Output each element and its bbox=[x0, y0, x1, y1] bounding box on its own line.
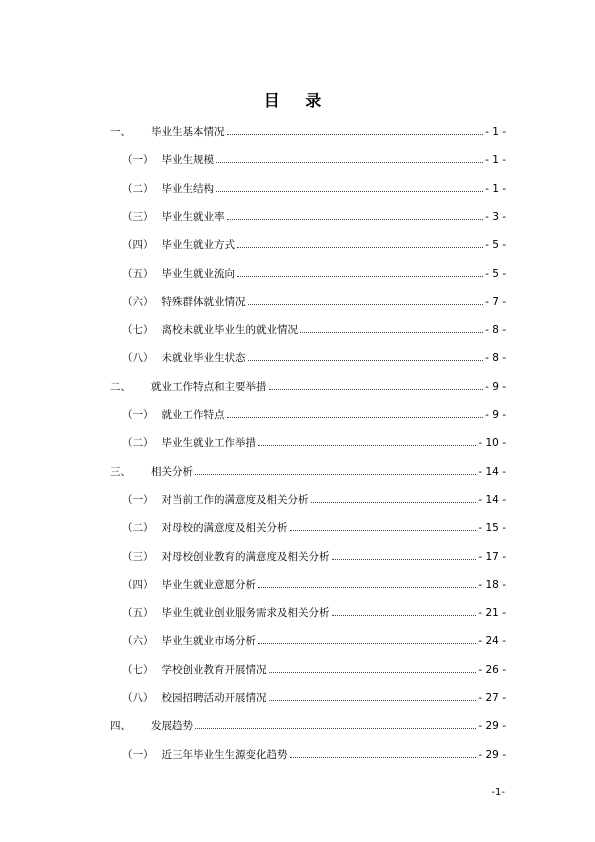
toc-entry-number: （七） bbox=[122, 664, 154, 676]
toc-entry[interactable] bbox=[110, 380, 506, 394]
toc-entry-page: - 8 - bbox=[485, 352, 506, 364]
dot-leader bbox=[227, 416, 484, 418]
toc-entry-page: - 27 - bbox=[478, 692, 506, 704]
toc-entry-page: - 10 - bbox=[478, 437, 506, 449]
dot-leader bbox=[237, 275, 483, 277]
dot-leader bbox=[258, 444, 476, 446]
toc-entry[interactable] bbox=[122, 550, 506, 564]
toc-entry[interactable] bbox=[110, 125, 506, 139]
dot-leader bbox=[248, 359, 484, 361]
toc-entry-page: - 18 - bbox=[478, 579, 506, 591]
toc-entry[interactable] bbox=[122, 238, 506, 252]
toc-entry-page: - 29 - bbox=[478, 720, 506, 732]
toc-entry-title: 相关分析 bbox=[151, 466, 193, 478]
toc-entry-number: （三） bbox=[122, 211, 154, 223]
dot-leader bbox=[258, 586, 476, 588]
toc-entry-title: 毕业生就业意愿分析 bbox=[161, 579, 256, 591]
toc-entry-page: - 5 - bbox=[485, 239, 506, 251]
dot-leader bbox=[227, 133, 484, 135]
toc-entry-number: （一） bbox=[122, 409, 154, 421]
toc-entry-number: （一） bbox=[122, 494, 154, 506]
toc-entry[interactable] bbox=[110, 719, 506, 733]
toc-entry-title: 对母校的满意度及相关分析 bbox=[161, 522, 288, 534]
toc-entry-title: 就业工作特点和主要举措 bbox=[151, 381, 267, 393]
dot-leader bbox=[332, 614, 477, 616]
toc-entry-page: - 24 - bbox=[478, 635, 506, 647]
toc-entry-page: - 14 - bbox=[478, 466, 506, 478]
toc-entry-number: 三、 bbox=[110, 466, 131, 478]
toc-entry[interactable] bbox=[122, 295, 506, 309]
toc-entry-number: （三） bbox=[122, 551, 154, 563]
dot-leader bbox=[290, 756, 477, 758]
toc-entry-title: 学校创业教育开展情况 bbox=[161, 664, 267, 676]
toc-entry-number: （五） bbox=[122, 268, 154, 280]
toc-entry-number: 二、 bbox=[110, 381, 131, 393]
toc-entry-title: 对母校创业教育的满意度及相关分析 bbox=[161, 551, 330, 563]
toc-entry-title: 毕业生就业市场分析 bbox=[161, 635, 256, 647]
toc-entry[interactable] bbox=[122, 493, 506, 507]
toc-entry-title: 毕业生就业流向 bbox=[161, 268, 235, 280]
toc-entry[interactable] bbox=[122, 521, 506, 535]
dot-leader bbox=[216, 161, 483, 163]
toc-entry-page: - 3 - bbox=[485, 211, 506, 223]
toc-entry-title: 离校未就业毕业生的就业情况 bbox=[161, 324, 298, 336]
toc-entry[interactable] bbox=[122, 323, 506, 337]
toc-entry-title: 毕业生就业方式 bbox=[161, 239, 235, 251]
toc-entry[interactable] bbox=[122, 408, 506, 422]
toc-entry-title: 未就业毕业生状态 bbox=[161, 352, 246, 364]
toc-entry-page: - 1 - bbox=[485, 126, 506, 138]
toc-entry-number: 一、 bbox=[110, 126, 131, 138]
toc-entry[interactable] bbox=[122, 748, 506, 762]
toc-entry-page: - 1 - bbox=[485, 183, 506, 195]
toc-entry[interactable] bbox=[122, 267, 506, 281]
dot-leader bbox=[290, 529, 477, 531]
toc-entry-title: 校园招聘活动开展情况 bbox=[161, 692, 267, 704]
toc-entry-number: （一） bbox=[122, 154, 154, 166]
toc-entry[interactable] bbox=[122, 606, 506, 620]
toc-entry-number: （二） bbox=[122, 183, 154, 195]
toc-entry-number: （五） bbox=[122, 607, 154, 619]
toc-entry-page: - 1 - bbox=[485, 154, 506, 166]
toc-title: 目 录 bbox=[263, 91, 332, 110]
toc-entry-title: 就业工作特点 bbox=[161, 409, 225, 421]
toc-entry-number: （二） bbox=[122, 522, 154, 534]
toc-entry[interactable] bbox=[122, 182, 506, 196]
toc-entry-title: 毕业生基本情况 bbox=[151, 126, 225, 138]
toc-entry[interactable] bbox=[122, 578, 506, 592]
dot-leader bbox=[227, 218, 484, 220]
toc-entry-number: （四） bbox=[122, 579, 154, 591]
toc-entry-number: （六） bbox=[122, 635, 154, 647]
toc-entry-title: 发展趋势 bbox=[151, 720, 193, 732]
toc-entry[interactable] bbox=[122, 663, 506, 677]
toc-entry-title: 对当前工作的满意度及相关分析 bbox=[161, 494, 309, 506]
toc-entry-title: 毕业生就业率 bbox=[161, 211, 225, 223]
toc-entry-page: - 9 - bbox=[485, 381, 506, 393]
toc-entry-page: - 15 - bbox=[478, 522, 506, 534]
toc-entry-page: - 5 - bbox=[485, 268, 506, 280]
toc-entry-number: （一） bbox=[122, 749, 154, 761]
toc-entry-title: 毕业生结构 bbox=[161, 183, 214, 195]
toc-entry-title: 毕业生规模 bbox=[161, 154, 214, 166]
dot-leader bbox=[195, 727, 476, 729]
dot-leader bbox=[300, 331, 483, 333]
page-number: -1- bbox=[491, 787, 505, 798]
toc-entry-title: 近三年毕业生生源变化趋势 bbox=[161, 749, 288, 761]
toc-entry-page: - 17 - bbox=[478, 551, 506, 563]
toc-entry[interactable] bbox=[122, 351, 506, 365]
toc-entry-title: 特殊群体就业情况 bbox=[161, 296, 246, 308]
toc-entry-page: - 9 - bbox=[485, 409, 506, 421]
toc-entry-number: （八） bbox=[122, 692, 154, 704]
toc-entry-number: （六） bbox=[122, 296, 154, 308]
toc-entry-page: - 29 - bbox=[478, 749, 506, 761]
dot-leader bbox=[332, 558, 477, 560]
toc-entry-number: （四） bbox=[122, 239, 154, 251]
toc-entry[interactable] bbox=[122, 691, 506, 705]
toc-entry-page: - 26 - bbox=[478, 664, 506, 676]
toc-entry[interactable] bbox=[122, 436, 506, 450]
dot-leader bbox=[269, 671, 477, 673]
toc-entry[interactable] bbox=[110, 465, 506, 479]
dot-leader bbox=[248, 303, 484, 305]
dot-leader bbox=[237, 246, 483, 248]
dot-leader bbox=[258, 642, 476, 644]
toc-entry-number: （七） bbox=[122, 324, 154, 336]
toc-entry-number: （二） bbox=[122, 437, 154, 449]
toc-entry-page: - 7 - bbox=[485, 296, 506, 308]
toc-entry[interactable] bbox=[122, 153, 506, 167]
toc-entry-page: - 14 - bbox=[478, 494, 506, 506]
toc-entry-number: （八） bbox=[122, 352, 154, 364]
dot-leader bbox=[311, 501, 477, 503]
dot-leader bbox=[269, 388, 484, 390]
toc-entry-title: 毕业生就业创业服务需求及相关分析 bbox=[161, 607, 330, 619]
toc-entry[interactable] bbox=[122, 210, 506, 224]
toc-entry-number: 四、 bbox=[110, 720, 131, 732]
toc-entry[interactable] bbox=[122, 634, 506, 648]
dot-leader bbox=[216, 190, 483, 192]
dot-leader bbox=[195, 473, 476, 475]
dot-leader bbox=[269, 699, 477, 701]
toc-entry-page: - 8 - bbox=[485, 324, 506, 336]
toc-entry-page: - 21 - bbox=[478, 607, 506, 619]
toc-entry-title: 毕业生就业工作举措 bbox=[161, 437, 256, 449]
